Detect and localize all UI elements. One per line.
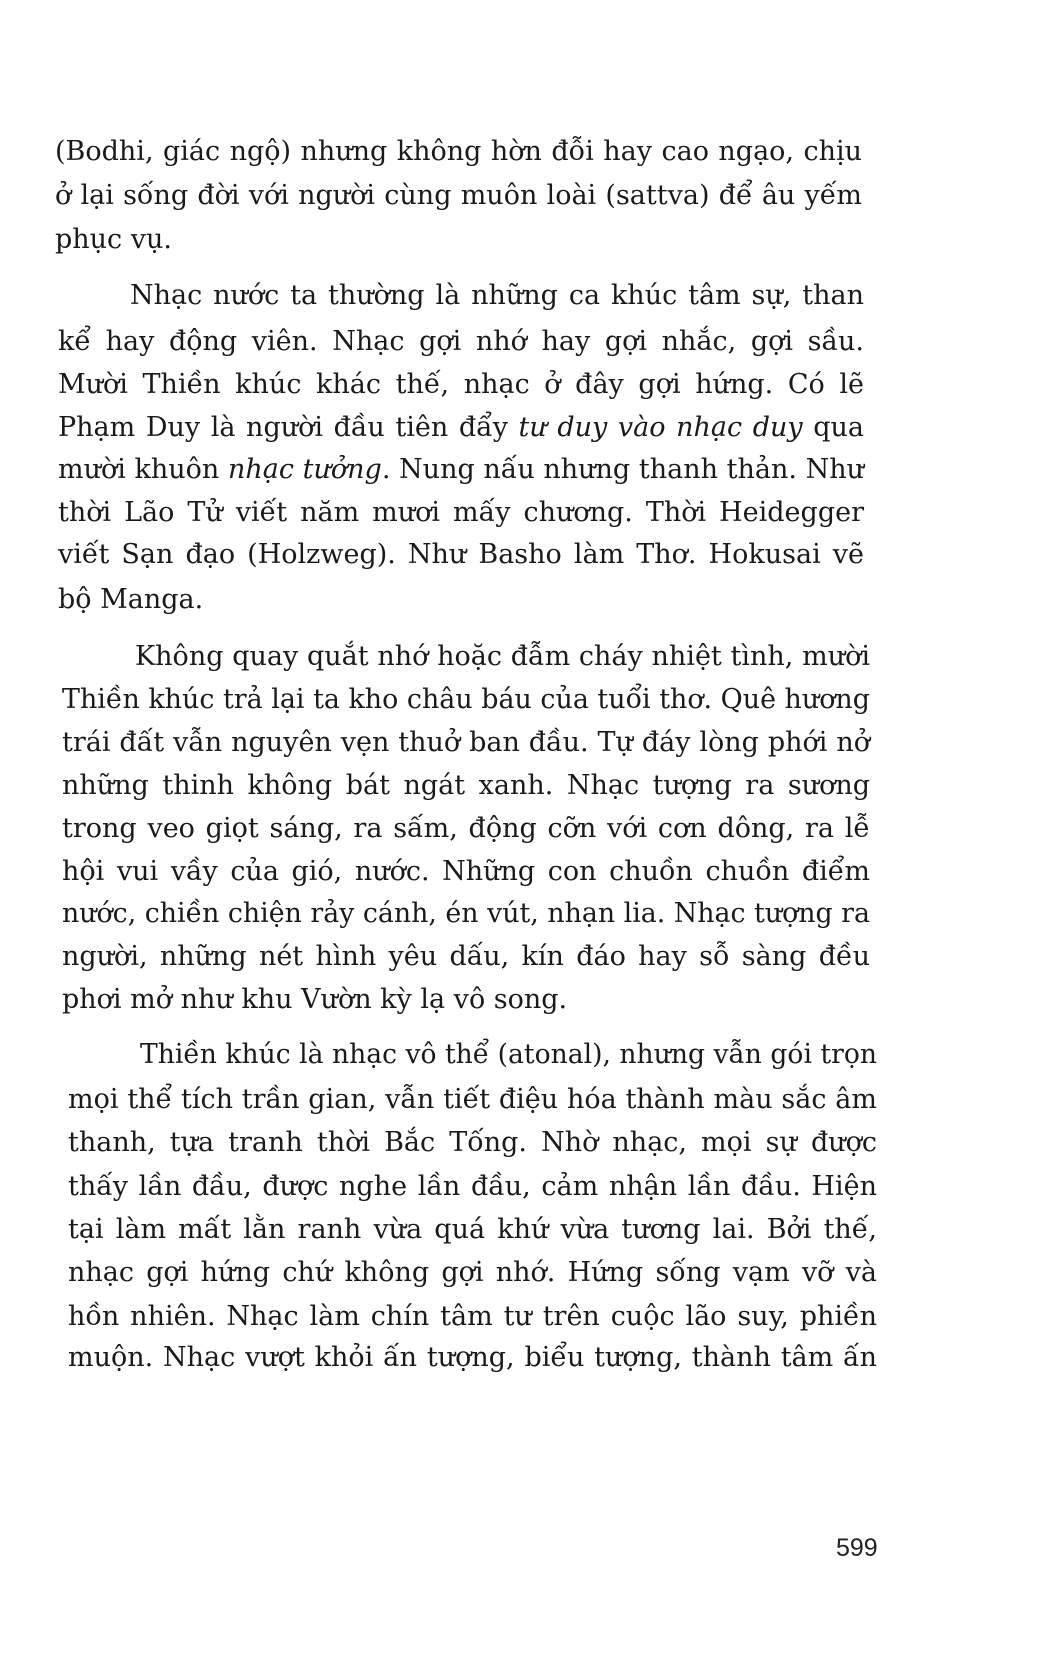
text-run: ở lại sống đời với người cùng muôn loài (sattva) để âu yếm bbox=[55, 180, 862, 211]
text-line bbox=[62, 935, 870, 979]
text-line bbox=[58, 406, 864, 450]
text-line bbox=[140, 1033, 877, 1077]
text-line bbox=[68, 1078, 877, 1122]
text-run: thời Lão Tử viết năm mươi mấy chương. Thời Heidegger bbox=[58, 497, 864, 528]
text-run: Phạm Duy là người đầu tiên đẩy bbox=[58, 412, 519, 443]
text-line bbox=[62, 678, 870, 722]
text-run: kể hay động viên. Nhạc gợi nhớ hay gợi nhắc, gợi sầu. bbox=[58, 326, 864, 357]
page-number: 599 bbox=[836, 1534, 878, 1562]
text-line bbox=[62, 807, 870, 851]
italic-text: nhạc tưởng bbox=[227, 454, 382, 485]
text-line bbox=[68, 1165, 877, 1209]
text-run: Không quay quắt nhớ hoặc đẫm cháy nhiệt tình, mười bbox=[135, 641, 870, 672]
text-run: Mười Thiền khúc khác thế, nhạc ở đây gợi hứng. Có lẽ bbox=[58, 369, 864, 400]
text-run: muộn. Nhạc vượt khỏi ấn tượng, biểu tượng, thành tâm ấn bbox=[68, 1342, 877, 1373]
text-line bbox=[58, 320, 864, 364]
text-line bbox=[62, 721, 870, 765]
text-run: thanh, tựa tranh thời Bắc Tống. Nhờ nhạc, mọi sự được bbox=[68, 1127, 877, 1158]
text-line bbox=[62, 978, 870, 1022]
text-run: phơi mở như khu Vườn kỳ lạ vô song. bbox=[62, 984, 568, 1015]
text-line bbox=[58, 533, 864, 577]
text-line bbox=[58, 448, 864, 492]
text-line bbox=[68, 1336, 877, 1380]
text-run: mười khuôn bbox=[58, 454, 228, 485]
text-line bbox=[58, 491, 864, 535]
text-run: hồn nhiên. Nhạc làm chín tâm tư trên cuộc lão suy, phiền bbox=[68, 1301, 877, 1332]
italic-text: tư duy vào nhạc duy bbox=[518, 412, 803, 443]
text-run: nhạc gợi hứng chứ không gợi nhớ. Hứng sống vạm vỡ và bbox=[68, 1257, 877, 1288]
text-run: thấy lần đầu, được nghe lần đầu, cảm nhận lần đầu. Hiện bbox=[68, 1171, 877, 1202]
text-run: Nhạc nước ta thường là những ca khúc tâm sự, than bbox=[130, 280, 864, 311]
text-line bbox=[62, 892, 870, 936]
text-line bbox=[68, 1208, 877, 1252]
text-line bbox=[130, 274, 864, 318]
text-line bbox=[68, 1251, 877, 1295]
text-run: phục vụ. bbox=[55, 224, 172, 255]
text-run: (Bodhi, giác ngộ) nhưng không hờn đỗi hay cao ngạo, chịu bbox=[55, 136, 862, 167]
text-line bbox=[58, 578, 864, 622]
text-run: bộ Manga. bbox=[58, 584, 204, 615]
text-run: trong veo giọt sáng, ra sấm, động cỡn với cơn dông, ra lễ bbox=[62, 813, 870, 844]
text-run: trái đất vẫn nguyên vẹn thuở ban đầu. Tự đáy lòng phới nở bbox=[62, 727, 870, 758]
text-line bbox=[62, 850, 870, 894]
text-run: viết Sạn đạo (Holzweg). Như Basho làm Thơ. Hokusai vẽ bbox=[58, 539, 864, 570]
text-run: mọi thể tích trần gian, vẫn tiết điệu hóa thành màu sắc âm bbox=[68, 1084, 877, 1115]
text-line bbox=[68, 1295, 877, 1339]
text-line bbox=[55, 218, 862, 262]
text-line bbox=[62, 764, 870, 808]
text-run: tại làm mất lằn ranh vừa quá khứ vừa tương lai. Bởi thế, bbox=[68, 1214, 877, 1245]
text-line bbox=[58, 363, 864, 407]
text-run: người, những nét hình yêu dấu, kín đáo hay sỗ sàng đều bbox=[62, 941, 870, 972]
text-run: hội vui vầy của gió, nước. Những con chuồn chuồn điểm bbox=[62, 856, 870, 887]
text-run: nước, chiền chiện rảy cánh, én vút, nhạn lia. Nhạc tượng ra bbox=[62, 898, 870, 929]
text-run: qua bbox=[802, 412, 864, 443]
text-run: Thiền khúc trả lại ta kho châu báu của tuổi thơ. Quê hương bbox=[62, 684, 870, 715]
text-line bbox=[55, 130, 862, 174]
text-line bbox=[55, 174, 862, 218]
text-line bbox=[135, 635, 870, 679]
text-run: những thinh không bát ngát xanh. Nhạc tượng ra sương bbox=[62, 770, 870, 801]
text-run: . Nung nấu nhưng thanh thản. Như bbox=[381, 454, 864, 485]
text-line bbox=[68, 1121, 877, 1165]
text-run: Thiền khúc là nhạc vô thể (atonal), nhưng vẫn gói trọn bbox=[140, 1039, 877, 1070]
